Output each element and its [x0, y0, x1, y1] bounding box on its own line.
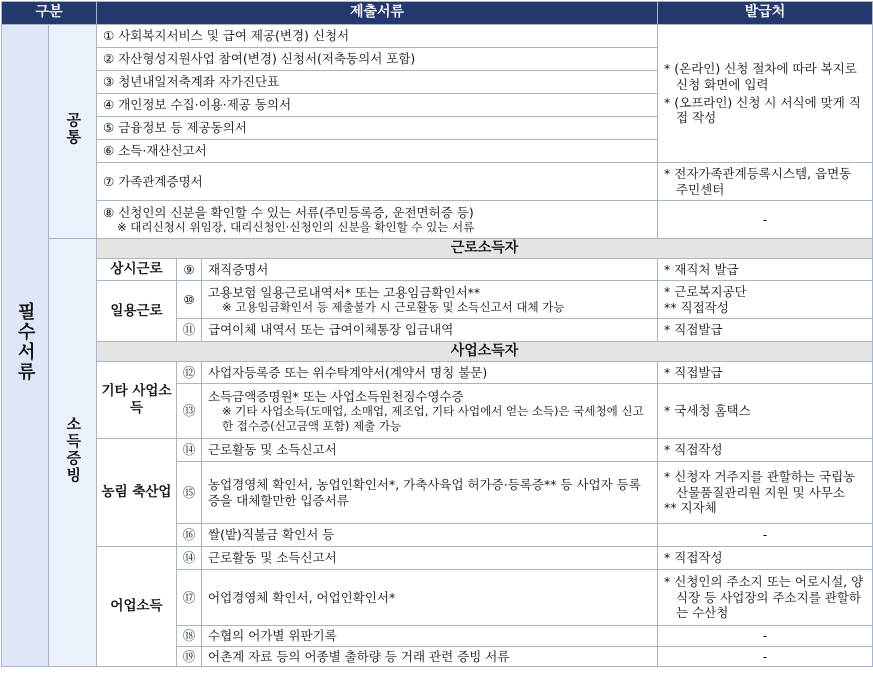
- header-issuer: 발급처: [658, 2, 873, 25]
- header-documents: 제출서류: [97, 2, 658, 25]
- issuer-online: * (온라인) 신청 절차에 따라 복지로 신청 화면에 입력: [664, 61, 857, 92]
- issuer-common: [658, 25, 873, 163]
- issuer-line: * 근로복지공단: [664, 283, 747, 299]
- issuer: * 국세청 홈택스: [658, 384, 873, 439]
- issuer: [658, 281, 873, 319]
- doc-number: ⑰: [177, 570, 202, 626]
- doc-name: 쌀(밭)직불금 확인서 등: [202, 524, 658, 547]
- group-required-docs-label: 필수서류: [14, 302, 36, 383]
- doc-name: 금융정보 등 제공동의서: [118, 120, 247, 136]
- doc-name: 자산형성지원사업 참여(변경) 신청서(저축동의서 포함): [118, 51, 416, 67]
- issuer: * 직접발급: [658, 362, 873, 384]
- category-fishery: 어업소득: [97, 547, 177, 667]
- issuer: * 직접작성: [658, 547, 873, 570]
- table-row: [2, 25, 873, 48]
- issuer-family: * 전자가족관계등록시스템, 읍면동 주민센터: [658, 163, 873, 201]
- doc-name: 근로활동 및 소득신고서: [202, 547, 658, 570]
- issuer: * 재직처 발급: [658, 259, 873, 281]
- doc-name: 근로활동 및 소득신고서: [202, 439, 658, 462]
- doc-number: ④: [103, 97, 115, 113]
- table-row: [2, 342, 873, 362]
- doc-number: ⑩: [177, 281, 202, 319]
- issuer: * 신청인의 주소지 또는 어로시설, 양식장 등 사업장의 주소지를 관할하는 수산청: [658, 570, 873, 626]
- table-row: [2, 239, 873, 259]
- doc-number: ⑭: [177, 439, 202, 462]
- doc-cell: [97, 94, 658, 117]
- doc-number: ⑬: [177, 384, 202, 439]
- category-agri: 농림 축산업: [97, 439, 177, 547]
- issuer-id: -: [658, 201, 873, 239]
- doc-note: ※ 대리신청시 위임장, 대리신청인·신청인의 신분을 확인할 수 있는 서류: [117, 220, 475, 235]
- category-other-business: 기타 사업소득: [97, 362, 177, 439]
- doc-name: 사업자등록증 또는 위수탁계약서(계약서 명칭 불문): [202, 362, 658, 384]
- doc-name: 소득금액증명원* 또는 사업소득원천징수영수증: [208, 388, 464, 404]
- doc-number: ⑱: [177, 626, 202, 647]
- required-documents-table: [1, 1, 873, 667]
- group-common: [49, 25, 97, 239]
- doc-name: 가족관계증명서: [118, 173, 203, 189]
- doc-cell: [97, 48, 658, 71]
- doc-cell: [97, 71, 658, 94]
- issuer: [658, 462, 873, 524]
- doc-name: 사회복지서비스 및 급여 제공(변경) 신청서: [118, 28, 350, 44]
- doc-name: 고용보험 일용근로내역서* 또는 고용임금확인서**: [208, 284, 481, 300]
- header-category: 구분: [2, 2, 97, 25]
- doc-name: 급여이체 내역서 또는 급여이체통장 입금내역: [202, 319, 658, 342]
- doc-number: ③: [103, 74, 115, 90]
- doc-number: ⑫: [177, 362, 202, 384]
- doc-name: 개인정보 수집·이용·제공 동의서: [118, 97, 292, 113]
- doc-cell: [97, 140, 658, 163]
- doc-number: ⑯: [177, 524, 202, 547]
- table-row: [2, 439, 873, 462]
- doc-number: ⑤: [103, 120, 115, 136]
- issuer-line: ** 직접작성: [664, 299, 729, 315]
- doc-cell: [97, 163, 658, 201]
- doc-note: ※ 고용임금확인서 등 제출불가 시 근로활동 및 소득신고서 대체 가능: [222, 300, 565, 315]
- doc-number: ⑦: [103, 173, 115, 189]
- doc-name: 청년내일저축계좌 자가진단표: [118, 74, 280, 90]
- doc-number: ⑭: [177, 547, 202, 570]
- doc-number: ⑥: [103, 143, 115, 159]
- group-income: [49, 239, 97, 667]
- section-earned-income: 근로소득자: [97, 239, 873, 259]
- group-required-docs: [2, 25, 49, 667]
- doc-name: 어업경영체 확인서, 어업인확인서*: [202, 570, 658, 626]
- issuer: -: [658, 647, 873, 667]
- doc-number: ①: [103, 28, 115, 44]
- doc-cell: [202, 281, 658, 319]
- section-business-income: 사업소득자: [97, 342, 873, 362]
- issuer-offline: * (오프라인) 신청 시 서식에 맞게 직접 작성: [664, 94, 861, 126]
- table-row: [2, 259, 873, 281]
- doc-name: 신청인의 신분을 확인할 수 있는 서류(주민등록증, 운전면허증 등): [118, 204, 474, 220]
- doc-number: ⑪: [177, 319, 202, 342]
- doc-name: 수협의 어가별 위판기록: [202, 626, 658, 647]
- issuer-line: * 신청자 거주지를 관할하는 국립농산물품질관리원 지원 및 사무소: [664, 469, 856, 500]
- doc-cell: [202, 384, 658, 439]
- category-daily: 일용근로: [97, 281, 177, 342]
- doc-name: 재직증명서: [202, 259, 658, 281]
- table-row: [2, 547, 873, 570]
- doc-cell: [97, 117, 658, 140]
- table-header-row: [2, 2, 873, 25]
- issuer: * 직접작성: [658, 439, 873, 462]
- table-row: [2, 163, 873, 201]
- doc-number: ⑧: [103, 204, 115, 220]
- issuer-line: ** 지자체: [664, 500, 717, 516]
- category-regular: 상시근로: [97, 259, 177, 281]
- group-income-label: 소득증빙: [64, 415, 83, 484]
- table-row: [2, 362, 873, 384]
- doc-name: 소득·재산신고서: [118, 143, 207, 159]
- doc-name: 어촌계 자료 등의 어종별 출하량 등 거래 관련 증빙 서류: [202, 647, 658, 667]
- doc-cell: [97, 25, 658, 48]
- doc-number: ⑨: [177, 259, 202, 281]
- table-row: [2, 201, 873, 239]
- issuer: -: [658, 626, 873, 647]
- doc-note: ※ 기타 사업소득(도매업, 소매업, 제조업, 기타 사업에서 얻는 소득)은 국세청에 신고한 접수증(신고금액 포함) 제출 가능: [222, 404, 644, 433]
- issuer: -: [658, 524, 873, 547]
- doc-number: ⑮: [177, 462, 202, 524]
- doc-number: ⑲: [177, 647, 202, 667]
- group-common-label: 공통: [64, 111, 83, 146]
- doc-number: ②: [103, 51, 115, 67]
- doc-name: 농업경영체 확인서, 농업인확인서*, 가축사육업 허가증·등록증** 등 사업자 등록증을 대체할만한 입증서류: [202, 462, 658, 524]
- table-row: [2, 281, 873, 319]
- doc-cell: [97, 201, 658, 239]
- issuer: * 직접발급: [658, 319, 873, 342]
